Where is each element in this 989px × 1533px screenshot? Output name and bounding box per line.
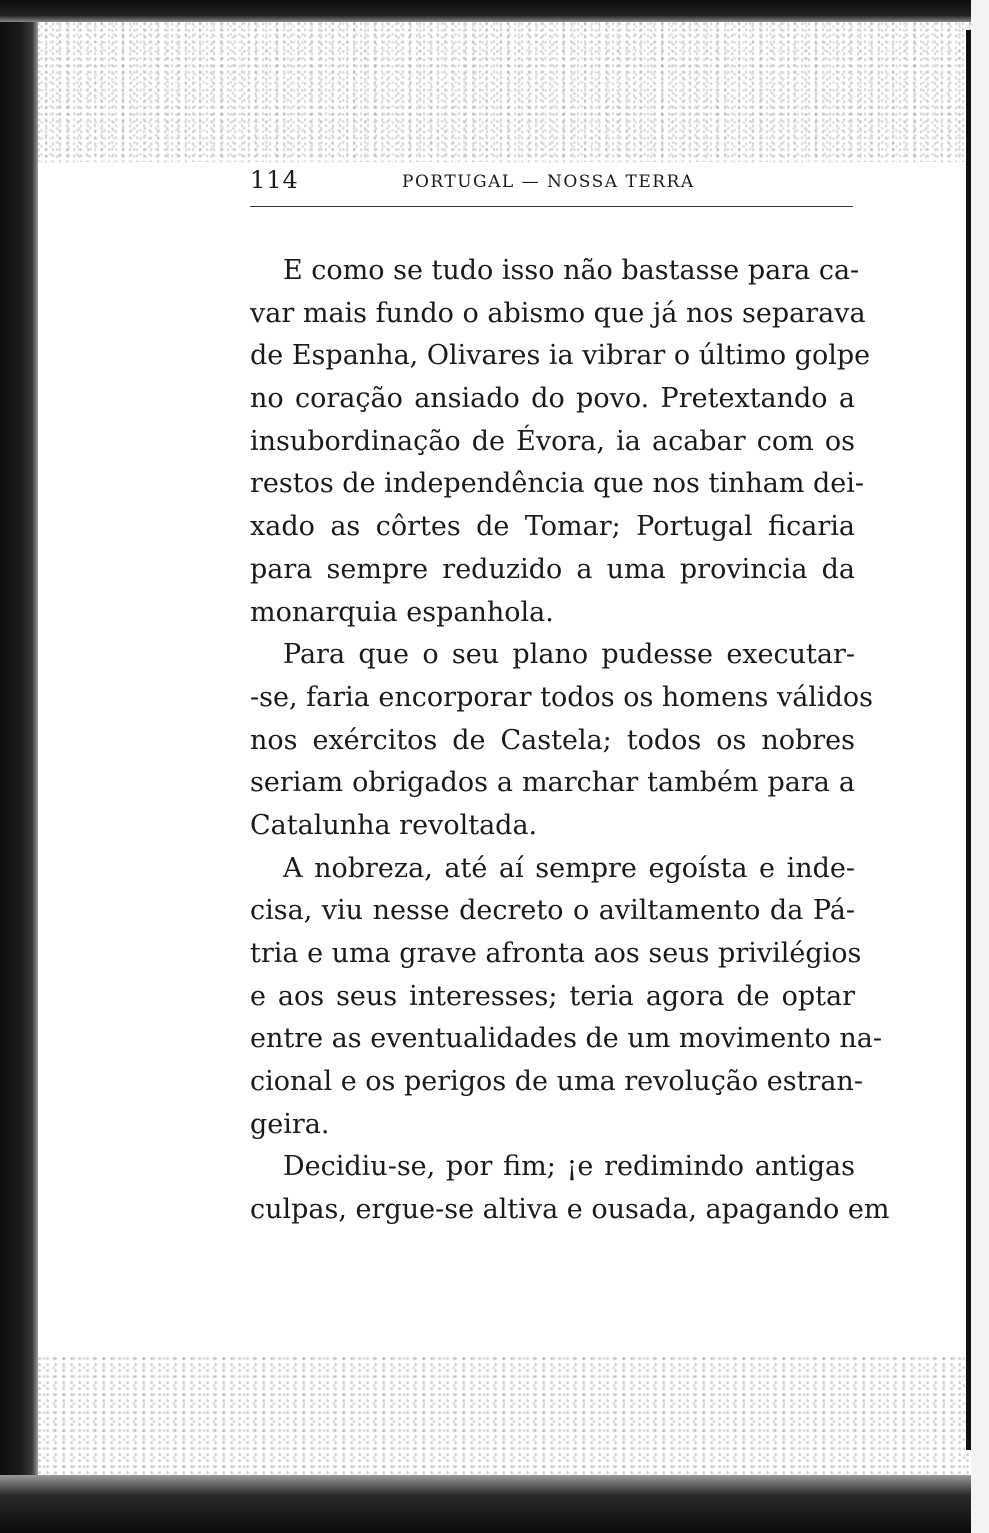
scan-bottom-speckle [38,1355,973,1475]
text-line: E como se tudo isso não bastasse para ca- [283,255,860,286]
page-number: 114 [250,166,299,194]
text-line: no coração ansiado do povo. Pretextando a [250,383,855,415]
text-line: restos de independência que nos tinham dei- [250,468,865,500]
text-line: geira. [250,1108,330,1140]
paragraph [250,250,871,634]
text-line: -se, faria encorporar todos os homens válidos [250,681,873,713]
running-title: PORTUGAL — NOSSA TERRA [402,172,695,192]
text-line: seriam obrigados a marchar também para a [250,767,855,799]
text-line: var mais fundo o abismo que já nos separava [250,297,866,329]
text-line: nos exércitos de Castela; todos os nobres [250,724,855,756]
text-line: cional e os perigos de uma revolução estran- [250,1066,863,1098]
text-line: xado as côrtes de Tomar; Portugal ficaria [250,511,855,543]
running-head [250,166,855,198]
scan-top-edge [0,0,989,22]
text-line: cisa, viu nesse decreto o aviltamento da Pá- [250,895,855,927]
body-text [250,250,890,1232]
scan-right-strip [971,0,989,1533]
scan-top-speckle [38,22,978,162]
paragraph [250,634,873,847]
scan-bottom-edge [0,1475,989,1533]
text-line: insubordinação de Évora, ia acabar com os [250,425,855,457]
text-line: monarquia espanhola. [250,596,554,628]
text-line: para sempre reduzido a uma provincia da [250,553,855,585]
text-line: entre as eventualidades de um movimento na- [250,1023,882,1055]
text-line: de Espanha, Olivares ia vibrar o último golpe [250,340,871,372]
text-line: Decidiu-se, por fim; ¡e redimindo antigas [283,1151,855,1183]
text-line: Para que o seu plano pudesse executar- [283,639,855,671]
scan-left-edge [0,0,38,1533]
text-line: A nobreza, até aí sempre egoísta e inde- [283,852,855,884]
header-rule [250,206,853,207]
paragraph [250,848,882,1147]
scan-right-bar [966,30,971,1450]
text-line: Catalunha revoltada. [250,809,538,841]
paragraph [250,1146,890,1231]
text-line: e aos seus interesses; teria agora de optar [250,980,855,1012]
text-line: culpas, ergue-se altiva e ousada, apagando em [250,1194,890,1226]
text-line: tria e uma grave afronta aos seus privilégios [250,938,862,969]
